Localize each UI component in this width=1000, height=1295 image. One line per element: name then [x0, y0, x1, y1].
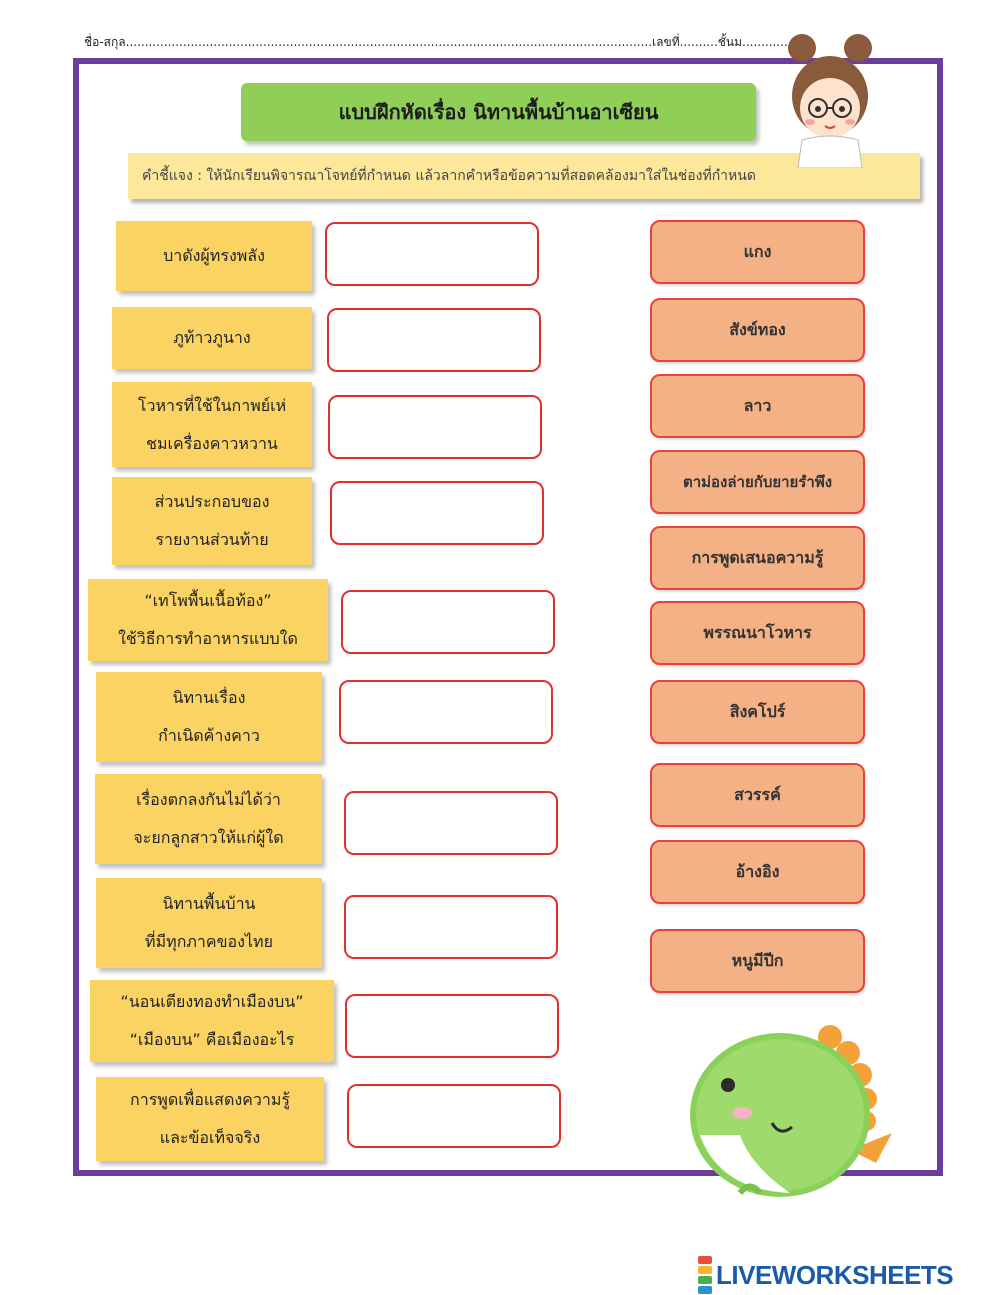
worksheet-title: แบบฝึกหัดเรื่อง นิทานพื้นบ้านอาเซียน — [241, 83, 756, 141]
question-line-1: การพูดเพื่อแสดงความรู้ — [130, 1090, 290, 1109]
option-card[interactable]: ตาม่องล่ายกับยายรำพึง — [650, 450, 865, 514]
option-card[interactable]: อ้างอิง — [650, 840, 865, 904]
option-card[interactable]: หนูมีปีก — [650, 929, 865, 993]
question-line-2: และข้อเท็จจริง — [159, 1128, 261, 1147]
answer-drop-box[interactable] — [327, 308, 541, 372]
number-label: เลขที่ — [652, 35, 680, 49]
question-line-1: บาดังผู้ทรงพลัง — [163, 246, 265, 265]
number-dots: .......... — [679, 35, 718, 49]
question-box — [96, 672, 322, 762]
question-line-1: “เทโพพื้นเนื้อท้อง” — [144, 591, 272, 610]
answer-drop-box[interactable] — [328, 395, 542, 459]
instruction-bar: คำชี้แจง : ให้นักเรียนพิจารณาโจทย์ที่กำหนด แล้วลากคำหรือข้อความที่สอดคล้องมาใส่ในช่องที่กำหนด — [128, 153, 920, 199]
question-line-1: เรื่องตกลงกันไม่ได้ว่า — [136, 790, 281, 809]
question-box — [96, 878, 322, 968]
option-card[interactable]: สิงคโปร์ — [650, 680, 865, 744]
answer-drop-box[interactable] — [325, 222, 539, 286]
name-dots: .......................................................................................................................................... — [125, 35, 653, 49]
question-line-2: ชมเครื่องคาวหวาน — [146, 433, 278, 453]
answer-drop-box[interactable] — [344, 895, 558, 959]
logo-badge — [698, 1255, 712, 1295]
answer-drop-box[interactable] — [347, 1084, 561, 1148]
question-line-2: ใช้วิธีการทำอาหารแบบใด — [118, 629, 298, 648]
question-line-2: “เมืองบน” คือเมืองอะไร — [129, 1030, 295, 1049]
answer-drop-box[interactable] — [330, 481, 544, 545]
answer-drop-box[interactable] — [345, 994, 559, 1058]
answer-drop-box[interactable] — [344, 791, 558, 855]
question-box — [90, 980, 334, 1062]
question-line-1: โวหารที่ใช้ในกาพย์เห่ — [137, 395, 287, 415]
question-line-1: นิทานเรื่อง — [172, 688, 246, 707]
question-box — [112, 477, 312, 565]
option-card[interactable]: การพูดเสนอความรู้ — [650, 526, 865, 590]
green-dinosaur-icon — [680, 1015, 900, 1205]
option-card[interactable]: ลาว — [650, 374, 865, 438]
question-box — [116, 221, 312, 291]
question-line-1: ภูท้าวภูนาง — [173, 328, 251, 347]
answer-drop-box[interactable] — [341, 590, 555, 654]
question-box — [96, 1077, 324, 1161]
class-dots: ........... — [745, 35, 788, 49]
student-info-line — [84, 33, 788, 52]
question-line-2: กำเนิดค้างคาว — [158, 726, 260, 745]
question-box — [95, 774, 322, 864]
question-line-1: นิทานพื้นบ้าน — [162, 894, 256, 913]
question-line-2: จะยกลูกสาวให้แก่ผู้ใด — [133, 828, 284, 847]
question-line-2: ที่มีทุกภาคของไทย — [145, 932, 273, 951]
name-label: ชื่อ-สกุล — [84, 35, 126, 49]
question-line-2: รายงานส่วนท้าย — [155, 530, 269, 549]
option-card[interactable]: สังข์ทอง — [650, 298, 865, 362]
question-box — [112, 307, 312, 369]
question-box — [88, 579, 328, 661]
girl-with-glasses-icon — [780, 28, 880, 168]
logo-text: LIVEWORKSHEETS — [716, 1259, 954, 1290]
option-card[interactable]: แกง — [650, 220, 865, 284]
option-card[interactable]: สวรรค์ — [650, 763, 865, 827]
question-box — [112, 382, 312, 467]
class-label: ชั้นม. — [717, 35, 746, 49]
option-card[interactable]: พรรณนาโวหาร — [650, 601, 865, 665]
question-line-1: ส่วนประกอบของ — [154, 492, 270, 511]
liveworksheets-logo — [698, 1255, 953, 1295]
answer-drop-box[interactable] — [339, 680, 553, 744]
question-line-1: “นอนเตียงทองทำเมืองบน” — [120, 992, 304, 1011]
